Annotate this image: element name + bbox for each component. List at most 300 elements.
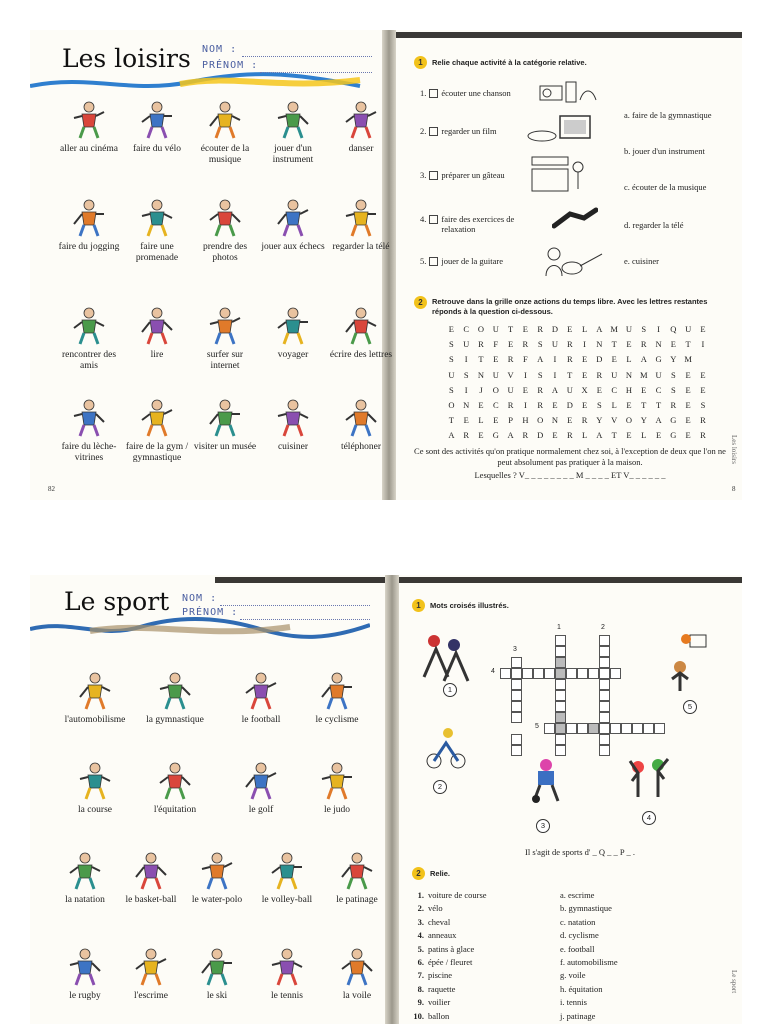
grid-letter[interactable]: I	[701, 339, 705, 350]
grid-letter[interactable]: E	[700, 324, 706, 334]
page-number-left: 82	[48, 485, 55, 493]
grid-letter[interactable]: S	[463, 369, 469, 380]
crossword-cell[interactable]	[610, 668, 621, 679]
grid-letter[interactable]: A	[448, 430, 455, 441]
grid-letter[interactable]: Y	[640, 415, 647, 426]
sport-item	[322, 947, 392, 1002]
answer-line[interactable]: Lesquelles ? V_ _ _ _ _ _ _ _ M _ _ _ _ ET V_ _ _ _ _ _	[474, 470, 666, 480]
grid-letter[interactable]: A	[537, 354, 544, 365]
activity-item	[124, 306, 190, 361]
crossword-cell[interactable]	[555, 635, 566, 646]
activity-label: jouer aux échecs	[261, 242, 325, 252]
crossword-cell[interactable]	[555, 745, 566, 756]
activity-illustration	[203, 398, 247, 438]
grid-letter[interactable]: R	[566, 339, 573, 350]
match-right-item[interactable]: a. escrime	[560, 890, 595, 900]
grid-letter[interactable]: U	[566, 384, 573, 395]
match-left-item[interactable]	[410, 916, 487, 929]
crossword-cell[interactable]	[621, 723, 632, 734]
grid-letter[interactable]: A	[507, 430, 514, 441]
radio-illustration	[538, 78, 598, 106]
grid-letter[interactable]: U	[685, 324, 692, 334]
activity-label: voyager	[277, 350, 309, 360]
grid-letter[interactable]: C	[492, 400, 499, 410]
grid-letter[interactable]: O	[625, 415, 633, 426]
grid-letter[interactable]: E	[685, 384, 691, 395]
grid-letter[interactable]: N	[463, 400, 470, 410]
grid-letter[interactable]: E	[641, 384, 647, 395]
answer-checkbox[interactable]	[429, 171, 438, 180]
grid-letter[interactable]: S	[449, 354, 454, 365]
grid-letter[interactable]: E	[448, 324, 454, 334]
crossword-cell[interactable]	[511, 745, 522, 756]
grid-letter[interactable]: R	[478, 339, 484, 350]
grid-letter[interactable]: U	[655, 369, 662, 380]
match-left-item[interactable]	[410, 996, 487, 1009]
item-number: 4.	[417, 930, 424, 941]
grid-letter[interactable]: I	[553, 354, 557, 365]
match-right-item[interactable]: g. voile	[560, 970, 586, 981]
grid-letter[interactable]: E	[700, 369, 706, 380]
nom-field[interactable]	[220, 605, 370, 606]
grid-letter[interactable]: U	[463, 339, 470, 350]
grid-letter[interactable]: D	[566, 400, 573, 410]
grid-letter[interactable]: E	[611, 354, 617, 365]
activity-item	[56, 100, 122, 155]
exercise-2-instruction: Retrouve dans la grille onze actions du temps libre. Avec les lettres restantes réponds à la question ci-dessous.	[432, 297, 708, 317]
match-right-item[interactable]: j. patinage	[560, 1010, 596, 1021]
match-left-item[interactable]	[410, 969, 487, 982]
grid-letter[interactable]: E	[670, 339, 676, 350]
grid-letter[interactable]: T	[567, 369, 573, 380]
page-title: Le sport	[64, 587, 170, 616]
activity-label: écrire des lettres	[329, 350, 393, 360]
sport-label: le water-polo	[191, 895, 243, 905]
grid-letter[interactable]: A	[596, 430, 603, 441]
exercise-1-instruction: Mots croisés illustrés.	[430, 601, 509, 610]
grid-letter[interactable]: E	[581, 400, 588, 410]
sport-item	[140, 761, 210, 816]
match-left-item[interactable]	[410, 929, 487, 942]
grid-letter[interactable]: E	[567, 415, 573, 426]
grid-letter[interactable]: E	[478, 400, 484, 410]
match-left-item[interactable]	[410, 956, 487, 969]
match-left-item[interactable]	[410, 1010, 487, 1023]
category-option[interactable]: c. écouter de la musique	[624, 182, 707, 192]
activity-item	[124, 198, 190, 264]
grid-letter[interactable]: H	[522, 415, 529, 426]
grid-letter[interactable]: U	[551, 339, 559, 350]
grid-letter[interactable]: E	[522, 384, 528, 395]
match-right-item[interactable]: b. gymnastique	[560, 903, 612, 914]
activity-label: jouer d'un instrument	[272, 144, 314, 165]
match-left-item[interactable]	[410, 943, 487, 956]
grid-letter[interactable]: Q	[670, 324, 677, 334]
crossword-cell[interactable]	[577, 668, 588, 679]
crossword-number: 2	[601, 624, 605, 631]
grid-letter[interactable]: R	[537, 400, 544, 410]
grid-letter[interactable]: S	[641, 324, 647, 334]
grid-letter[interactable]: E	[626, 339, 632, 350]
page-title: Les loisirs	[62, 44, 191, 73]
crossword-cell[interactable]	[599, 679, 610, 690]
grid-letter[interactable]: J	[479, 384, 483, 395]
crossword-cell[interactable]	[599, 690, 610, 701]
grid-letter[interactable]: E	[493, 415, 499, 426]
activity-label: faire du jogging	[58, 242, 120, 252]
sport-illustration	[195, 851, 239, 891]
item-text: ballon	[428, 1010, 450, 1021]
sport-label: l'escrime	[134, 991, 168, 1001]
grid-letter[interactable]: M	[610, 324, 618, 334]
grid-letter[interactable]: R	[463, 430, 470, 441]
activity-illustration	[67, 198, 111, 238]
grid-letter[interactable]: U	[507, 384, 514, 395]
match-right-item[interactable]: h. équitation	[560, 983, 603, 994]
grid-row	[444, 415, 710, 425]
clue-circle-2: 2	[433, 780, 447, 794]
sport-spread	[30, 575, 742, 1024]
activity-illustration	[203, 306, 247, 346]
activity-label: danser	[348, 144, 374, 154]
sport-item	[116, 947, 186, 1002]
crossword-cell[interactable]	[599, 723, 610, 734]
match-left-item[interactable]	[410, 889, 487, 902]
activity-label: prendre des photos	[202, 242, 248, 263]
crossword-cell[interactable]	[544, 723, 555, 734]
activity-item	[192, 198, 258, 264]
grid-letter[interactable]: C	[611, 384, 617, 395]
sport-illustration	[63, 851, 107, 891]
answer-checkbox[interactable]	[429, 89, 438, 98]
crossword-cell[interactable]	[555, 657, 566, 668]
grid-letter[interactable]: T	[611, 339, 617, 350]
grid-letter[interactable]: S	[449, 339, 454, 350]
grid-letter[interactable]: Y	[670, 354, 677, 365]
sport-item	[226, 671, 296, 726]
crossword-cell[interactable]	[599, 734, 610, 745]
grid-letter[interactable]: O	[492, 384, 499, 395]
activity-item	[56, 398, 122, 464]
grid-letter[interactable]: I	[657, 324, 660, 334]
activity-item	[328, 398, 394, 453]
grid-letter[interactable]: T	[448, 415, 454, 426]
crossword-cell[interactable]	[511, 657, 522, 668]
crossword-cell[interactable]	[511, 679, 522, 690]
grid-letter[interactable]: U	[492, 324, 499, 334]
grid-letter[interactable]: S	[670, 369, 676, 380]
activity-item	[124, 100, 190, 155]
crossword-cell[interactable]	[555, 690, 566, 701]
grid-letter[interactable]: S	[449, 384, 454, 395]
crossword-cell[interactable]	[511, 701, 522, 712]
grid-letter[interactable]: U	[625, 324, 633, 334]
crossword-cell[interactable]	[588, 723, 599, 734]
grid-letter[interactable]: N	[596, 339, 603, 350]
grid-letter[interactable]: S	[670, 384, 676, 395]
grid-letter[interactable]: T	[611, 430, 617, 441]
grid-letter[interactable]: C	[463, 324, 470, 334]
crossword-cell[interactable]	[555, 734, 566, 745]
crossword-cell[interactable]	[533, 668, 544, 679]
item-number: 3.	[417, 916, 424, 927]
grid-letter[interactable]: S	[700, 400, 706, 410]
crossword-number: 4	[491, 668, 495, 675]
grid-letter[interactable]: A	[551, 384, 559, 395]
grid-letter[interactable]: L	[641, 430, 647, 441]
crossword-cell[interactable]	[599, 745, 610, 756]
grid-letter[interactable]: N	[625, 369, 633, 380]
grid-letter[interactable]: A	[640, 354, 647, 365]
grid-letter[interactable]: S	[537, 339, 543, 350]
grid-letter[interactable]: D	[537, 430, 544, 441]
crossword-cell[interactable]	[643, 723, 654, 734]
grid-letter[interactable]: H	[625, 384, 633, 395]
grid-letter[interactable]: G	[670, 430, 677, 441]
answer-checkbox[interactable]	[429, 215, 438, 224]
grid-letter[interactable]: O	[477, 324, 485, 334]
answer-checkbox[interactable]	[429, 127, 438, 136]
grid-letter[interactable]: E	[700, 384, 706, 395]
grid-letter[interactable]: E	[596, 384, 602, 395]
grid-letter[interactable]: E	[552, 430, 558, 441]
match-left-item[interactable]	[410, 902, 487, 915]
grid-letter[interactable]: L	[626, 354, 632, 365]
match-right-item[interactable]: f. automobilisme	[560, 957, 618, 968]
grid-letter[interactable]: X	[581, 384, 588, 395]
grid-letter[interactable]: V	[507, 369, 514, 380]
grid-letter[interactable]: E	[685, 415, 691, 426]
crossword-hint: Il s'agit de sports d' _ Q _ _ P _ .	[525, 847, 635, 857]
crossword-cell[interactable]	[632, 723, 643, 734]
grid-letter[interactable]: L	[611, 400, 617, 410]
grid-letter[interactable]: A	[596, 324, 603, 334]
sport-item	[182, 947, 252, 1002]
activity-label: faire de la gym / gymnastique	[125, 442, 189, 463]
side-tab: Les loisirs	[730, 435, 738, 464]
grid-letter[interactable]: Y	[596, 415, 603, 426]
category-option[interactable]: e. cuisiner	[624, 256, 659, 266]
crossword-cell[interactable]	[555, 701, 566, 712]
grid-letter[interactable]: T	[655, 400, 662, 410]
nom-field[interactable]	[242, 56, 372, 57]
grid-letter[interactable]: R	[640, 339, 647, 350]
grid-letter[interactable]: R	[700, 430, 706, 441]
crossword-cell[interactable]	[522, 668, 533, 679]
grid-letter[interactable]: I	[523, 400, 527, 410]
grid-letter[interactable]: L	[581, 430, 588, 441]
exercise-2-badge: 2	[412, 867, 425, 880]
grid-letter[interactable]: N	[551, 415, 559, 426]
activity-label: téléphoner	[340, 442, 382, 452]
clue-circle-3: 3	[536, 819, 550, 833]
crossword-cell[interactable]	[555, 679, 566, 690]
exercise-1-instruction: Relie chaque activité à la catégorie relative.	[432, 58, 587, 67]
grid-letter[interactable]: O	[448, 400, 455, 410]
grid-letter[interactable]: E	[685, 400, 691, 410]
grid-letter[interactable]: R	[537, 324, 544, 334]
grid-letter[interactable]: I	[583, 339, 586, 350]
crossword-cell[interactable]	[555, 723, 566, 734]
grid-letter[interactable]: E	[478, 430, 484, 441]
grid-letter[interactable]: R	[522, 430, 529, 441]
grid-letter[interactable]: D	[596, 354, 603, 365]
grid-row	[444, 430, 710, 440]
grid-letter[interactable]: R	[507, 400, 514, 410]
crossword-cell[interactable]	[654, 723, 665, 734]
grid-letter[interactable]: T	[685, 339, 691, 350]
crossword-cell[interactable]	[566, 723, 577, 734]
sport-label: le volley-ball	[261, 895, 313, 905]
grid-letter[interactable]: O	[537, 415, 544, 426]
crossword-cell[interactable]	[566, 668, 577, 679]
match-item[interactable]	[420, 88, 530, 98]
grid-letter[interactable]: R	[522, 339, 529, 350]
activity-item	[260, 398, 326, 453]
grid-letter[interactable]: R	[507, 354, 514, 365]
basketball-illustration	[660, 633, 714, 693]
crossword-cell[interactable]	[599, 657, 610, 668]
grid-letter[interactable]: I	[523, 369, 527, 380]
crossword-cell[interactable]	[511, 668, 522, 679]
grid-letter[interactable]: E	[493, 354, 499, 365]
crossword-cell[interactable]	[599, 646, 610, 657]
answer-checkbox[interactable]	[429, 257, 438, 266]
grid-letter[interactable]: R	[596, 369, 603, 380]
match-right-item[interactable]: c. natation	[560, 916, 596, 927]
grid-letter[interactable]: T	[478, 354, 484, 365]
grid-letter[interactable]: R	[670, 400, 677, 410]
crossword-cell[interactable]	[599, 712, 610, 723]
crossword-cell[interactable]	[500, 668, 511, 679]
crossword-cell[interactable]	[544, 668, 555, 679]
grid-letter[interactable]: E	[581, 354, 588, 365]
crossword-cell[interactable]	[599, 668, 610, 679]
grid-letter[interactable]: N	[477, 369, 485, 380]
grid-letter[interactable]: T	[507, 324, 514, 334]
prenom-label: PRÉNOM :	[182, 607, 239, 618]
crossword-cell[interactable]	[511, 712, 522, 723]
grid-letter[interactable]: M	[639, 369, 648, 380]
grid-letter[interactable]: U	[611, 369, 618, 380]
prenom-field[interactable]	[260, 72, 372, 73]
grid-letter[interactable]: D	[551, 324, 559, 334]
cyclist-illustration	[426, 725, 466, 769]
sport-illustration	[153, 671, 197, 711]
grid-letter[interactable]: E	[507, 339, 514, 350]
grid-letter[interactable]: I	[553, 369, 557, 380]
grid-letter[interactable]: E	[626, 400, 632, 410]
grid-letter[interactable]: N	[655, 339, 662, 350]
grid-letter[interactable]: L	[478, 415, 484, 426]
item-number: 8.	[417, 983, 424, 994]
match-item[interactable]	[420, 256, 530, 266]
grid-letter[interactable]: R	[566, 430, 573, 441]
crossword-cell[interactable]	[511, 734, 522, 745]
grid-letter[interactable]: V	[611, 415, 618, 426]
grid-letter[interactable]: A	[655, 415, 662, 426]
grid-letter[interactable]: R	[566, 354, 573, 365]
grid-letter[interactable]: R	[537, 384, 544, 395]
crossword-cell[interactable]	[555, 712, 566, 723]
sport-item	[50, 947, 120, 1002]
grid-letter[interactable]: I	[464, 384, 468, 395]
grid-letter[interactable]: E	[522, 324, 528, 334]
match-right-item[interactable]: d. cyclisme	[560, 930, 599, 941]
grid-letter[interactable]: R	[581, 415, 588, 426]
match-item[interactable]	[420, 214, 530, 234]
grid-letter[interactable]: T	[641, 400, 647, 410]
grid-letter[interactable]: E	[552, 400, 558, 410]
crossword-cell[interactable]	[610, 723, 621, 734]
match-right-item[interactable]: e. football	[560, 943, 595, 954]
crossword-cell[interactable]	[511, 690, 522, 701]
grid-letter[interactable]: E	[463, 415, 469, 426]
category-option[interactable]: d. regarder la télé	[624, 220, 684, 230]
sport-item	[322, 851, 392, 906]
grid-letter[interactable]: E	[685, 430, 691, 441]
grid-letter[interactable]: G	[492, 430, 499, 441]
prenom-label: PRÉNOM :	[202, 60, 259, 71]
category-option[interactable]: a. faire de la gymnastique	[624, 110, 712, 120]
grid-letter[interactable]: E	[655, 430, 662, 441]
grid-letter[interactable]: U	[448, 369, 455, 380]
grid-letter[interactable]: E	[626, 430, 632, 441]
match-item[interactable]	[420, 170, 530, 180]
grid-row	[444, 354, 696, 364]
grid-letter[interactable]: E	[581, 369, 588, 380]
grid-letter[interactable]: F	[493, 339, 499, 350]
activity-item	[260, 198, 326, 253]
crossword-cell[interactable]	[599, 635, 610, 646]
grid-letter[interactable]: R	[700, 415, 706, 426]
match-right-item[interactable]: i. tennis	[560, 997, 587, 1008]
grid-letter[interactable]: G	[655, 354, 662, 365]
grid-letter[interactable]: E	[567, 324, 573, 334]
grid-letter[interactable]: L	[581, 324, 588, 334]
grid-letter[interactable]: E	[685, 369, 691, 380]
grid-letter[interactable]: M	[684, 354, 692, 365]
grid-letter[interactable]: C	[655, 384, 662, 395]
grid-letter[interactable]: S	[537, 369, 543, 380]
crossword-cell[interactable]	[577, 723, 588, 734]
grid-row	[444, 370, 710, 380]
grid-letter[interactable]: P	[508, 415, 513, 426]
sport-label: la voile	[342, 991, 372, 1001]
activity-label: lire	[150, 350, 164, 360]
category-option[interactable]: b. jouer d'un instrument	[624, 146, 705, 156]
match-left-item[interactable]	[410, 983, 487, 996]
crossword-cell[interactable]	[599, 701, 610, 712]
activity-item	[260, 306, 326, 361]
sport-illustration	[239, 671, 283, 711]
grid-letter[interactable]: F	[523, 354, 528, 365]
exercise-1-badge: 1	[414, 56, 427, 69]
sport-illustration	[265, 947, 309, 987]
prenom-field[interactable]	[240, 619, 370, 620]
item-number: 6.	[417, 957, 424, 968]
crossword-cell[interactable]	[555, 668, 566, 679]
grid-letter[interactable]: G	[670, 415, 677, 426]
match-item[interactable]	[420, 126, 530, 136]
grid-letter[interactable]: S	[597, 400, 602, 410]
item-number: 7.	[417, 970, 424, 981]
exercise-2-badge: 2	[414, 296, 427, 309]
grid-letter[interactable]: U	[492, 369, 499, 380]
crossword-cell[interactable]	[555, 646, 566, 657]
crossword-cell[interactable]	[588, 668, 599, 679]
grid-letter[interactable]: I	[464, 354, 468, 365]
